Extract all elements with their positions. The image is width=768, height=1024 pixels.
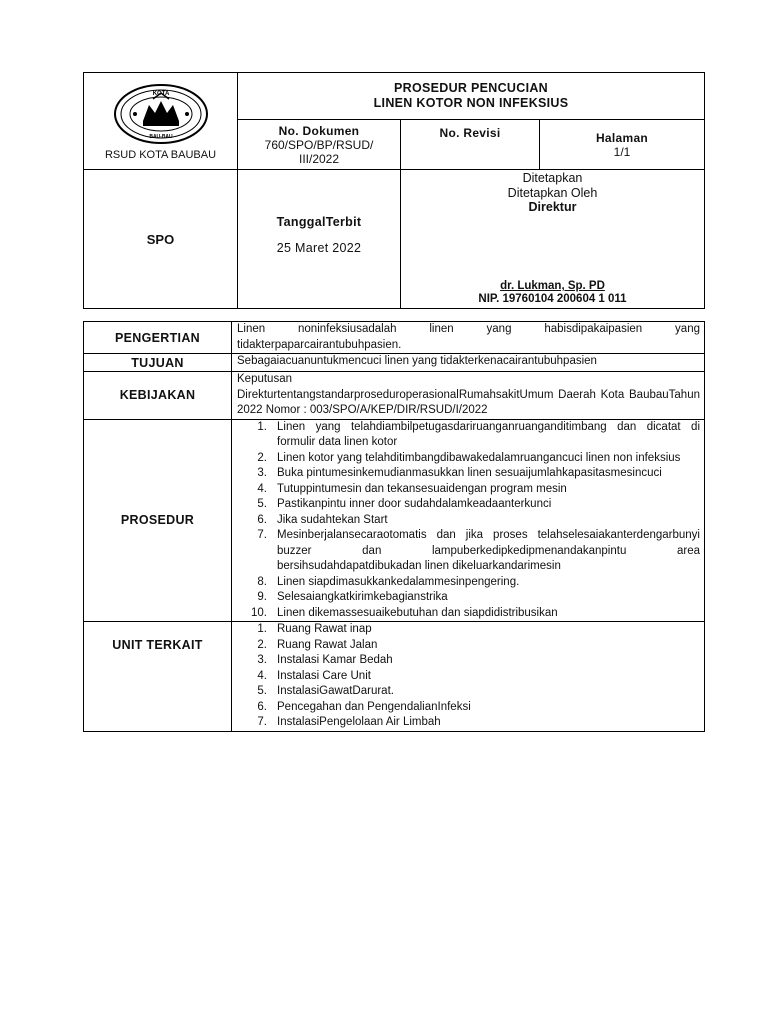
approval-line-2: Ditetapkan Oleh	[507, 186, 598, 200]
unit-terkait-label: UNIT TERKAIT	[84, 622, 232, 732]
title-line-1: PROSEDUR PENCUCIAN	[393, 81, 549, 96]
page-value: 1/1	[613, 144, 631, 159]
approval-line-1: Ditetapkan	[522, 171, 583, 185]
pengertian-label: PENGERTIAN	[84, 322, 232, 354]
list-item: 1. Ruang Rawat inap	[257, 623, 372, 635]
spo-label: SPO	[84, 170, 238, 309]
kebijakan-cell	[232, 372, 705, 420]
list-item: 9. Selesaiangkatkirimkebagianstrika	[257, 591, 448, 603]
list-item: 4. Instalasi Care Unit	[257, 669, 371, 682]
document-title	[238, 73, 705, 120]
revision-label: No. Revisi	[439, 126, 501, 141]
tujuan-label: TUJUAN	[84, 354, 232, 372]
doc-number-label: No. Dokumen	[278, 123, 360, 138]
issue-date-value: 25 Maret 2022	[276, 241, 362, 255]
kebijakan-label: KEBIJAKAN	[84, 372, 232, 420]
tujuan-text: Sebagaiacuanuntukmencuci linen yang tidakterkenacairantubuhpasien	[232, 354, 705, 372]
unit-list	[237, 622, 700, 731]
signer-block	[401, 280, 704, 306]
svg-text:BAU-BAU: BAU-BAU	[148, 134, 173, 140]
title-line-2: LINEN KOTOR NON INFEKSIUS	[373, 96, 569, 111]
list-item: 2. Linen kotor yang telahditimbangdibawakedalamruangancuci linen non infeksius	[257, 451, 681, 464]
list-item: 10. Linen dikemassesuaikebutuhan dan siapdidistribusikan	[251, 606, 558, 619]
approval-role: Direktur	[528, 200, 577, 214]
list-item: 7. Mesinberjalansecaraotomatis dan jika proses telahselesaiakanterdengarbunyi buzzer dan lampuberkedipkedipmenandakanpintu area bersihsudahdapatdibukadan linen dikeluarkandarimesin	[257, 529, 700, 572]
city-seal-logo	[113, 83, 209, 145]
prosedur-cell	[232, 419, 705, 622]
issue-date-label: TanggalTerbit	[276, 215, 362, 229]
hospital-name: RSUD KOTA BAUBAU	[104, 149, 217, 161]
issue-date-cell	[238, 170, 401, 309]
list-item: 1. Linen yang telahdiambilpetugasdariruanganruanganditimbang dan dicatat di formulir data linen kotor	[257, 420, 700, 448]
svg-text:KOTA: KOTA	[152, 91, 169, 97]
list-item: 7. InstalasiPengelolaan Air Limbah	[257, 716, 441, 728]
list-item: 3. Buka pintumesinkemudianmasukkan linen sesuaijumlahkapasitasmesincuci	[257, 467, 662, 479]
list-item: 6. Jika sudahtekan Start	[257, 513, 388, 526]
document-number-cell	[238, 120, 401, 170]
list-item: 5. InstalasiGawatDarurat.	[257, 685, 394, 697]
page-cell	[540, 120, 705, 170]
list-item: 5. Pastikanpintu inner door sudahdalamkeadaanterkunci	[257, 498, 552, 510]
document-header	[83, 72, 705, 309]
list-item: 4. Tutuppintumesin dan tekansesuaidengan program mesin	[257, 482, 567, 495]
kebijakan-text: DirekturtentangstandarproseduroperasionalRumahsakitUmum Daerah Kota BaubauTahun 2022 Nomor : 003/SPO/A/KEP/DIR/RSUD/I/2022	[237, 388, 700, 416]
page-label: Halaman	[595, 130, 649, 145]
hospital-cell	[84, 73, 238, 170]
revision-cell	[401, 120, 540, 170]
unit-terkait-cell	[232, 622, 705, 732]
list-item: 6. Pencegahan dan PengendalianInfeksi	[257, 700, 471, 713]
signer-nip: NIP. 19760104 200604 1 011	[478, 293, 627, 305]
prosedur-list	[237, 420, 700, 622]
list-item: 3. Instalasi Kamar Bedah	[257, 654, 393, 666]
procedure-table	[83, 321, 705, 732]
kebijakan-line-1: Keputusan	[237, 373, 292, 385]
signer-name: dr. Lukman, Sp. PD	[500, 280, 605, 292]
doc-number-line-2: III/2022	[298, 151, 340, 166]
prosedur-label: PROSEDUR	[84, 419, 232, 622]
approval-cell	[401, 170, 705, 309]
pengertian-text: Linen noninfeksiusadalah linen yang habisdipakaipasien yang tidakterpaparcairantubuhpasien.	[232, 322, 705, 354]
list-item: 8. Linen siapdimasukkankedalammesinpengering.	[257, 575, 520, 588]
doc-number-line-1: 760/SPO/BP/RSUD/	[264, 137, 374, 152]
list-item: 2. Ruang Rawat Jalan	[257, 638, 378, 651]
